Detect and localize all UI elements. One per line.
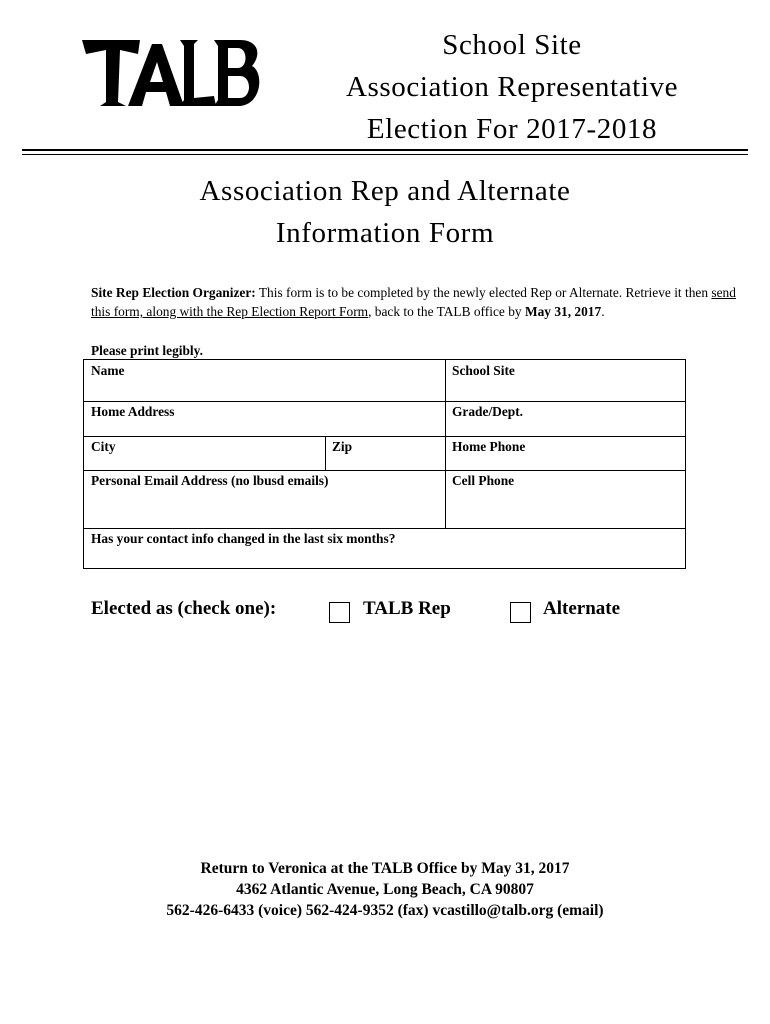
cell-phone-field[interactable] [445,470,685,528]
talb-logo [80,36,264,112]
alternate-option-label: Alternate [543,598,621,619]
zip-field[interactable] [325,436,445,470]
personal-email-field[interactable] [84,470,445,528]
alternate-checkbox[interactable] [510,602,531,623]
talb-rep-checkbox[interactable] [329,602,350,623]
grade-dept-label: Grade/Dept. [452,404,524,419]
intro-end: . [601,304,605,319]
header-divider-thin [22,154,748,155]
home-phone-label: Home Phone [452,439,526,454]
school-site-field[interactable] [445,360,685,401]
form-title-line-2: Information Form [275,217,495,249]
header-divider [22,149,748,151]
personal-email-label: Personal Email Address (no lbusd emails) [91,473,329,488]
home-address-label: Home Address [91,404,175,419]
header-title-line-1: School Site [442,29,582,61]
print-legibly-note: Please print legibly. [91,343,203,358]
school-site-label: School Site [452,363,515,378]
home-address-field[interactable] [84,401,445,436]
name-field[interactable] [84,360,445,401]
header-title [262,24,762,150]
zip-label: Zip [332,439,353,454]
footer-line-2: 4362 Atlantic Avenue, Long Beach, CA 90807 [236,881,534,898]
home-phone-field[interactable] [445,436,685,470]
intro-paragraph [91,283,751,321]
talb-rep-option-label: TALB Rep [363,598,451,619]
cell-phone-label: Cell Phone [452,473,515,488]
name-label: Name [91,363,125,378]
header-title-line-2: Association Representative [345,71,679,103]
city-field[interactable] [84,436,325,470]
contact-changed-label: Has your contact info changed in the last six months? [91,531,396,546]
intro-underlined: send this form, along with the Rep Election Report Form [91,285,736,319]
intro-lead: Site Rep Election Organizer: [91,285,256,300]
footer-line-1: Return to Veronica at the TALB Office by May 31, 2017 [200,860,570,877]
footer-line-3: 562-426-6433 (voice) 562-424-9352 (fax) vcastillo@talb.org (email) [166,902,604,919]
intro-text-1: This form is to be completed by the newly elected Rep or Alternate. Retrieve it then [255,285,712,300]
return-instructions [0,858,770,921]
contact-changed-field[interactable] [84,528,685,568]
intro-deadline: May 31, 2017 [524,304,602,319]
elected-as-label: Elected as (check one): [91,598,277,619]
header-title-line-3: Election For 2017-2018 [366,113,658,145]
talb-logo-graphic [80,36,264,112]
intro-text-2: , back to the TALB office by [368,304,525,319]
grade-dept-field[interactable] [445,401,685,436]
city-label: City [91,439,116,454]
form-title [0,170,770,254]
form-title-line-1: Association Rep and Alternate [199,175,571,207]
contact-info-table [83,359,686,569]
